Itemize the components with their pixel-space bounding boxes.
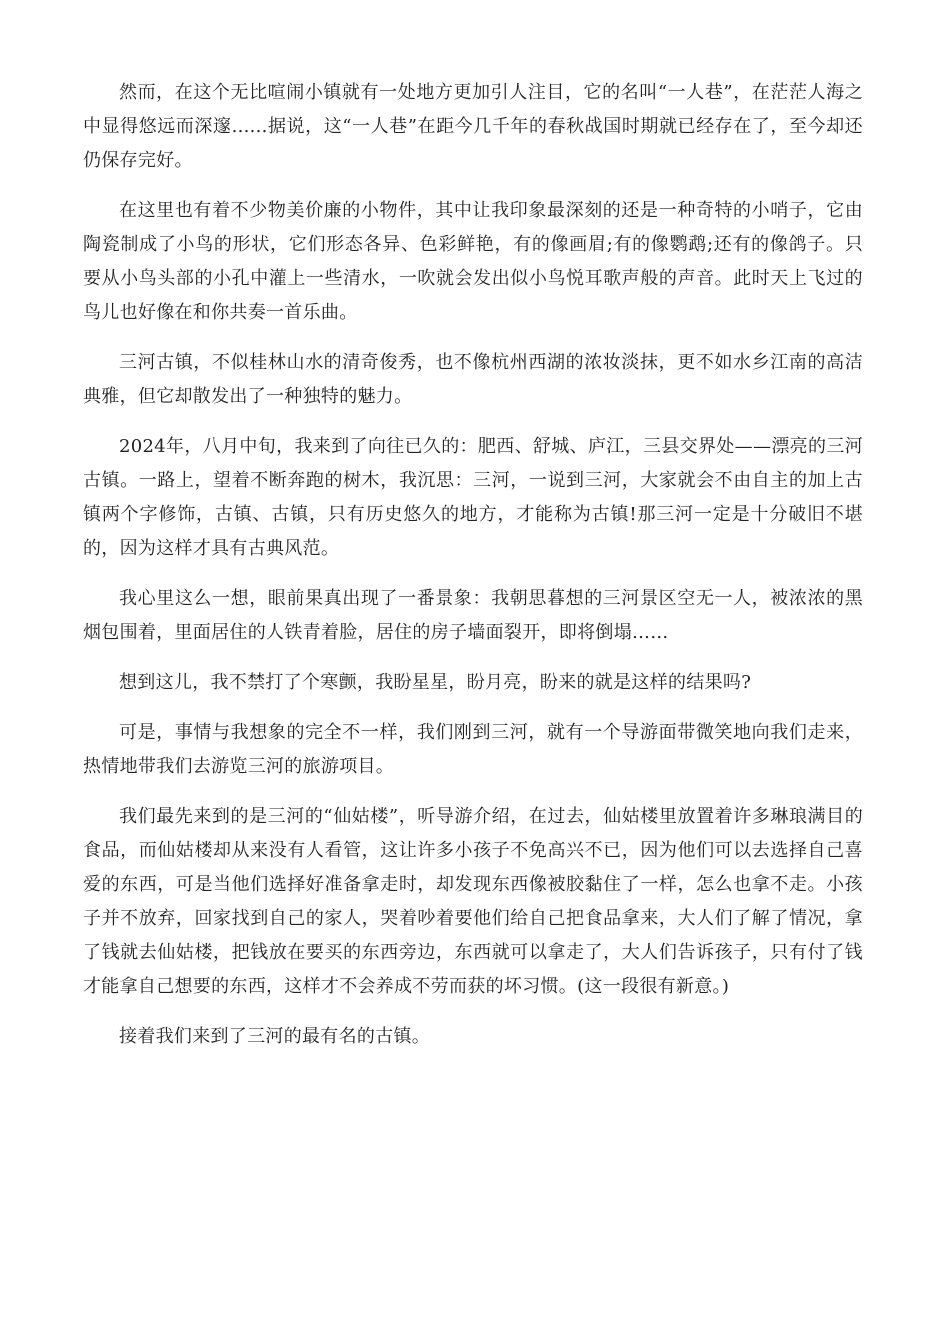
paragraph-2: 在这里也有着不少物美价廉的小物件，其中让我印象最深刻的还是一种奇特的小哨子，它由陶瓷制成了小鸟的形状，它们形态各异、色彩鲜艳，有的像画眉;有的像鹦鹉;还有的像鸽子。只要从小鸟头部的小孔中灌上一些清水，一吹就会发出似小鸟悦耳歌声般的声音。此时天上飞过的鸟儿也好像在和你共奏一首乐曲。 — [83, 200, 863, 323]
paragraph-6: 想到这儿，我不禁打了个寒颤，我盼星星，盼月亮，盼来的就是这样的结果吗? — [119, 672, 752, 693]
paragraph-9: 接着我们来到了三河的最有名的古镇。 — [119, 1026, 431, 1047]
paragraph-7: 可是，事情与我想象的完全不一样，我们刚到三河，就有一个导游面带微笑地向我们走来，热情地带我们去游览三河的旅游项目。 — [83, 722, 863, 777]
paragraph-4: 2024年，八月中旬，我来到了向往已久的：肥西、舒城、庐江，三县交界处——漂亮的三河古镇。一路上，望着不断奔跑的树木，我沉思：三河，一说到三河，大家就会不由自主的加上古镇两个字修饰，古镇、古镇，只有历史悠久的地方，才能称为古镇!那三河一定是十分破旧不堪的，因为这样才具有古典风范。 — [83, 436, 863, 559]
paragraph-1: 然而，在这个无比喧闹小镇就有一处地方更加引人注目，它的名叫“一人巷”，在茫茫人海之中显得悠远而深邃......据说，这“一人巷”在距今几千年的春秋战国时期就已经存在了，至今却还仍保存完好。 — [83, 82, 863, 171]
paragraph-3: 三河古镇，不似桂林山水的清奇俊秀，也不像杭州西湖的浓妆淡抹，更不如水乡江南的高洁典雅，但它却散发出了一种独特的魅力。 — [83, 352, 863, 407]
paragraph-5: 我心里这么一想，眼前果真出现了一番景象：我朝思暮想的三河景区空无一人，被浓浓的黑烟包围着，里面居住的人铁青着脸，居住的房子墙面裂开，即将倒塌…… — [83, 588, 863, 643]
paragraph-8: 我们最先来到的是三河的“仙姑楼”，听导游介绍，在过去，仙姑楼里放置着许多琳琅满目的食品，而仙姑楼却从来没有人看管，这让许多小孩子不免高兴不已，因为他们可以去选择自己喜爱的东西，可是当他们选择好准备拿走时，却发现东西像被胶黏住了一样，怎么也拿不走。小孩子并不放弃，回家找到自己的家人，哭着吵着要他们给自己把食品拿来，大人们了解了情况，拿了钱就去仙姑楼，把钱放在要买的东西旁边，东西就可以拿走了，大人们告诉孩子，只有付了钱才能拿自己想要的东西，这样才不会养成不劳而获的坏习惯。(这一段很有新意。) — [83, 806, 863, 997]
document-body — [83, 76, 863, 1070]
